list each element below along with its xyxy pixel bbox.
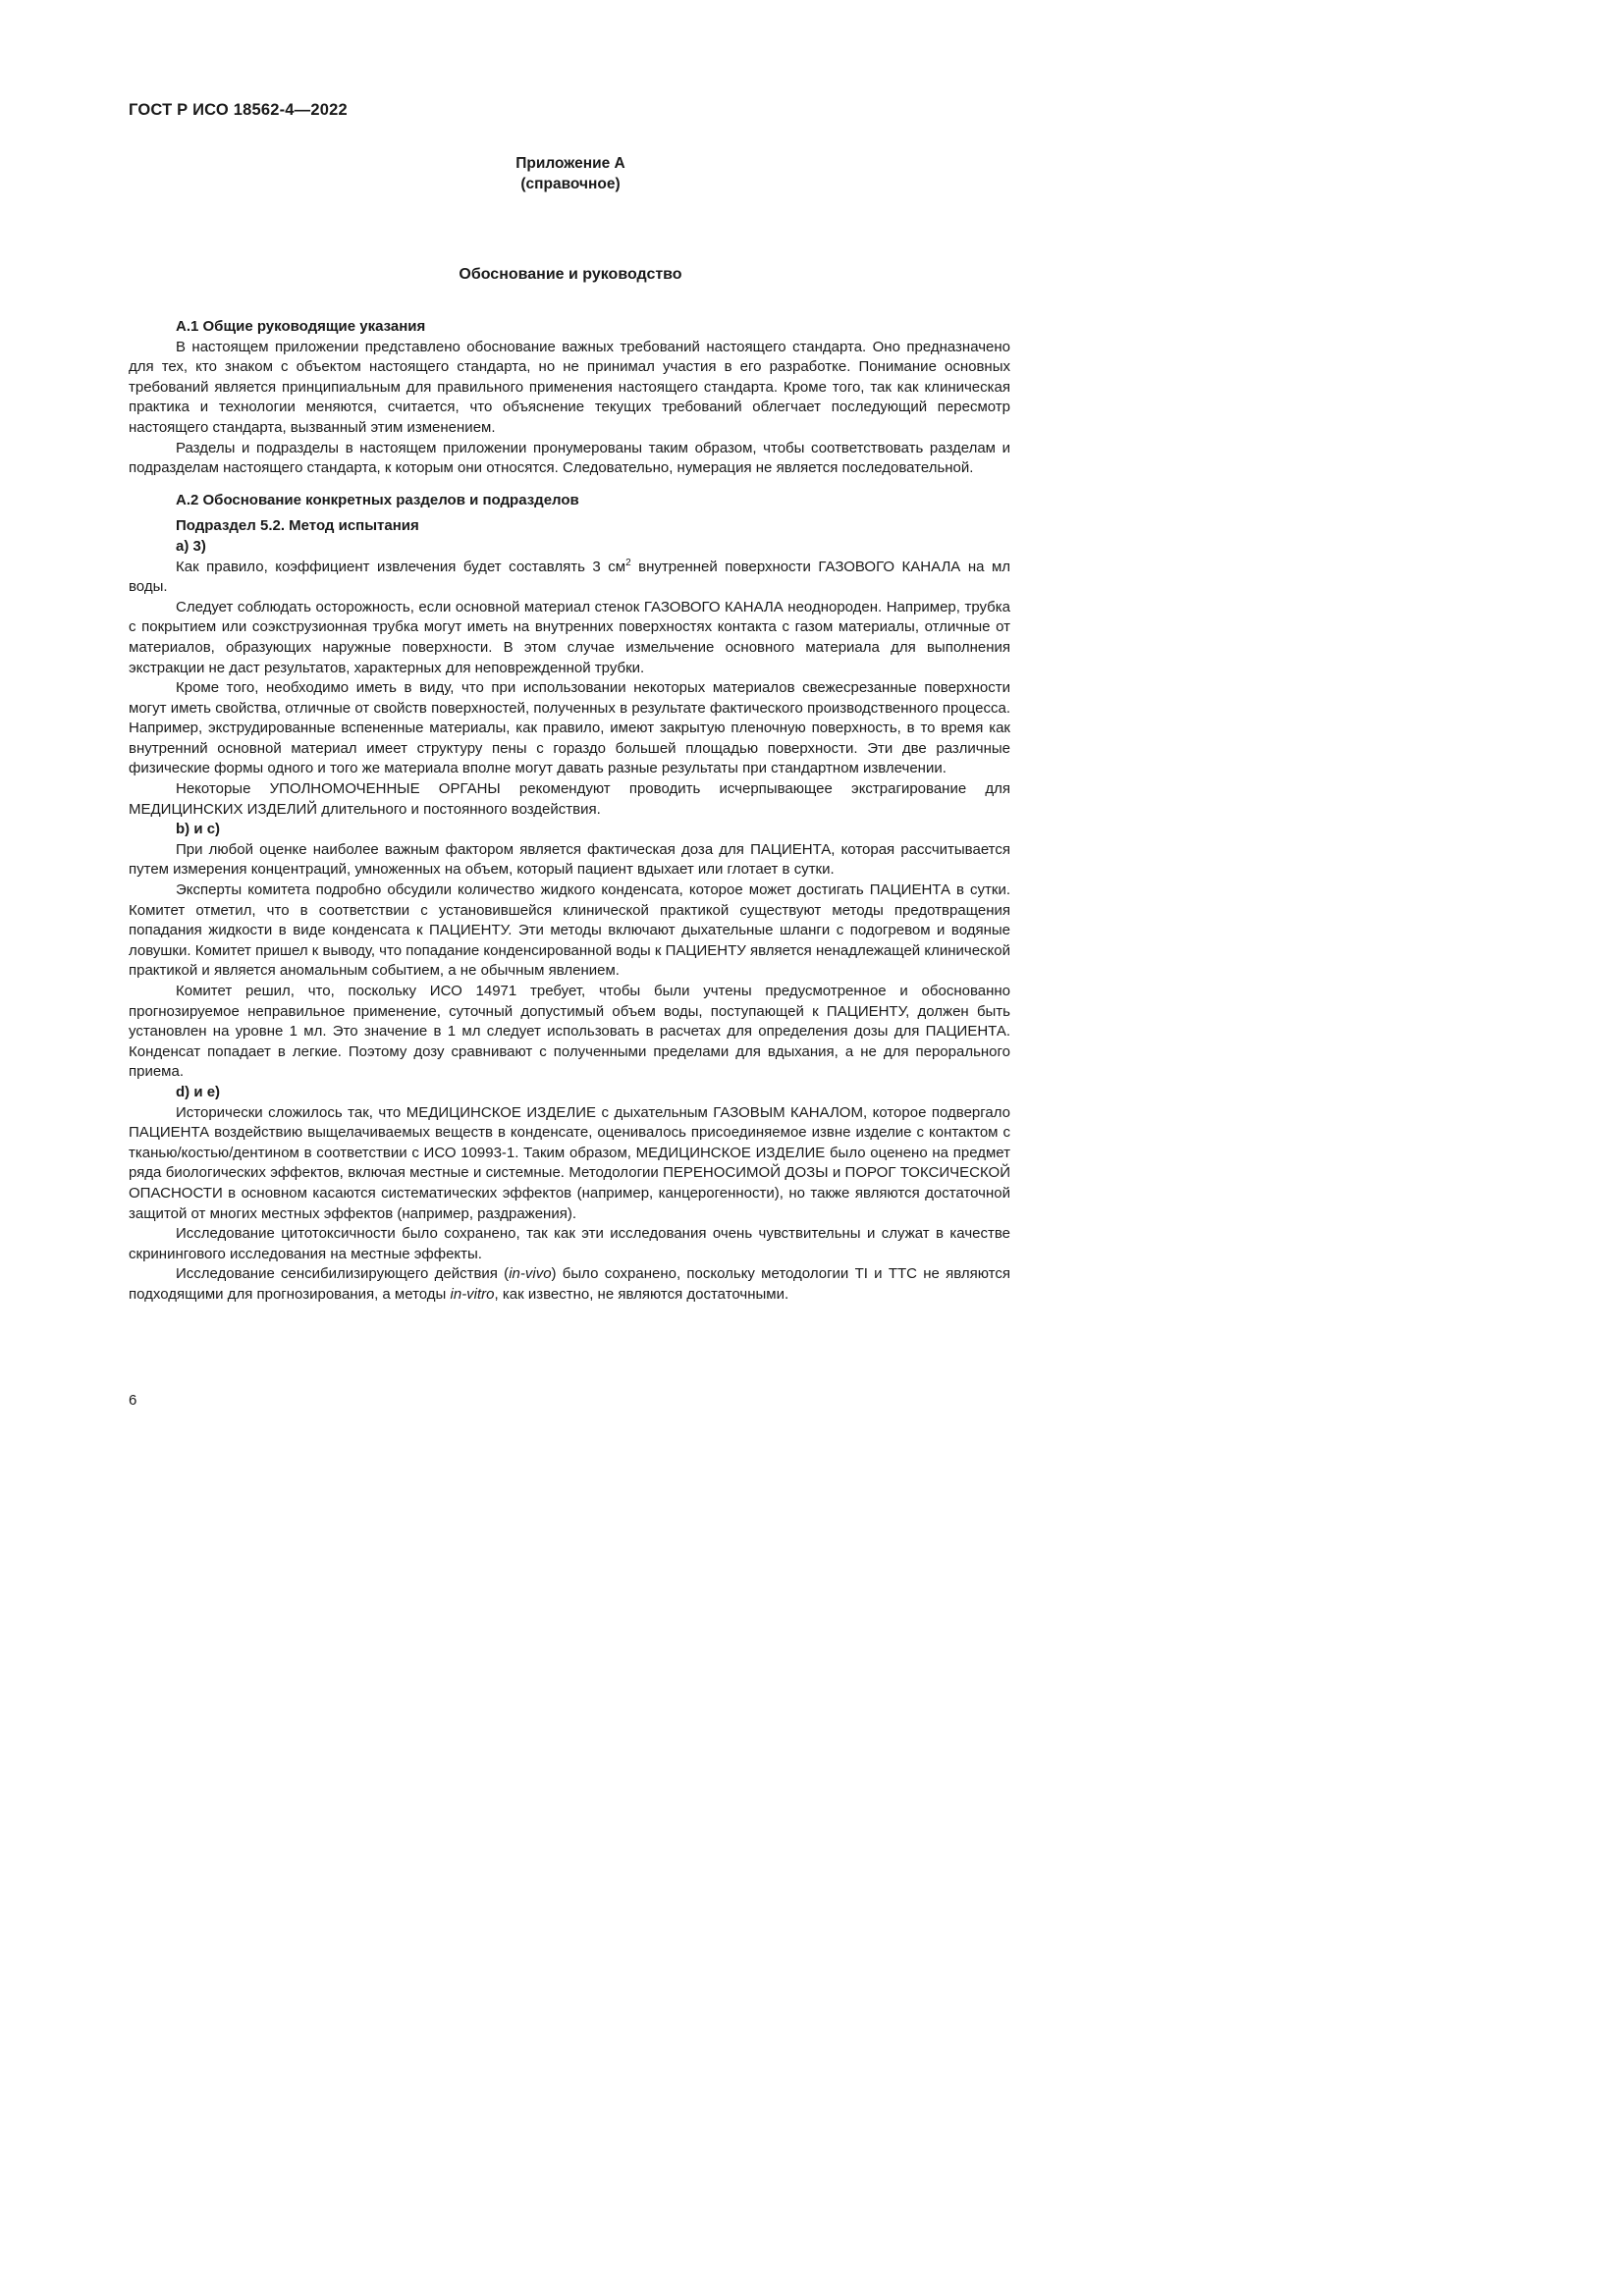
paragraph: При любой оценке наиболее важным фактором является фактическая доза для ПАЦИЕНТА, которая рассчитывается путем измерения концентраций, умноженных на объем, который пациент вдыхает или глотает в сутки. (129, 840, 1010, 879)
item-label-a3: а) 3) (176, 537, 206, 555)
document-page (0, 0, 1083, 1532)
italic-term: in-vivo (509, 1265, 552, 1283)
paragraph: Исследование цитотоксичности было сохранено, так как эти исследования очень чувствительны и служат в качестве скринингового исследования на местные эффекты. (129, 1225, 1010, 1262)
annex-heading (0, 153, 1141, 194)
subsection-heading: Подраздел 5.2. Метод испытания (176, 517, 419, 535)
item-label-bc: b) и c) (176, 821, 221, 838)
standard-code: ГОСТ Р ИСО 18562-4—2022 (129, 101, 348, 119)
annex-subtitle: (справочное) (520, 176, 621, 192)
page-number: 6 (129, 1392, 137, 1409)
paragraph: Некоторые УПОЛНОМОЧЕННЫЕ ОРГАНЫ рекомендуют проводить исчерпывающее экстрагирование для МЕДИЦИНСКИХ ИЗДЕЛИЙ длительного и постоянного воздействия. (129, 780, 1010, 818)
paragraph: Разделы и подразделы в настоящем приложении пронумерованы таким образом, чтобы соответствовать разделам и подразделам настоящего стандарта, к которым они относятся. Следовательно, нумерация не является последовательной. (129, 439, 1010, 477)
document-body (129, 317, 1010, 1306)
superscript: 2 (625, 557, 631, 568)
paragraph (129, 558, 1010, 598)
paragraph: Комитет решил, что, поскольку ИСО 14971 требует, чтобы были учтены предусмотренное и обоснованно прогнозируемое неправильное применение, суточный допустимый объем воды, поступающей к ПАЦИЕНТУ, должен быть установлен на уровне 1 мл. Это значение в 1 мл следует использовать в расчетах для определения дозы для ПАЦИЕНТА. Конденсат попадает в легкие. Поэтому дозу сравнивают с полученными пределами для вдыхания, а не для перорального приема. (129, 983, 1010, 1081)
paragraph: Исторически сложилось так, что МЕДИЦИНСКОЕ ИЗДЕЛИЕ с дыхательным ГАЗОВЫМ КАНАЛОМ, которое подвергало ПАЦИЕНТА воздействию выщелачиваемых веществ в конденсате, оценивалось присоединяемое извне изделие с контактом с тканью/костью/дентином в соответствии с ИСО 10993-1. Таким образом, МЕДИЦИНСКОЕ ИЗДЕЛИЕ было оценено на предмет ряда биологических эффектов, включая местные и системные. Методологии ПЕРЕНОСИМОЙ ДОЗЫ и ПОРОГ ТОКСИЧЕСКОЙ ОПАСНОСТИ в основном касаются систематических эффектов (например, канцерогенности), но также являются достаточной защитой от многих местных эффектов (например, раздражения). (129, 1103, 1010, 1222)
paragraph: Эксперты комитета подробно обсудили количество жидкого конденсата, которое может достигать ПАЦИЕНТА в сутки. Комитет отметил, что в соответствии с установившейся клинической практикой существуют методы предотвращения попадания жидкости в виде конденсата к ПАЦИЕНТУ. Эти методы включают дыхательные шланги с подогревом и водяные ловушки. Комитет пришел к выводу, что попадание конденсированной воды к ПАЦИЕНТУ является ненадлежащей клинической практикой и является аномальным событием, а не обычным явлением. (129, 881, 1010, 980)
paragraph-text: Исследование сенсибилизирующего действия ( (176, 1265, 510, 1283)
document-title: Обоснование и руководство (459, 266, 682, 283)
section-a2-heading: А.2 Обоснование конкретных разделов и подразделов (176, 491, 579, 508)
paragraph-text: ) было сохранено, поскольку методологии TI и TTC не являются подходящими для прогнозирования, а методы (129, 1265, 1010, 1303)
paragraph-text: внутренней поверхности ГАЗОВОГО КАНАЛА на мл воды. (129, 558, 1011, 596)
annex-title: Приложение А (515, 155, 625, 172)
paragraph-text: Как правило, коэффициент извлечения будет составлять 3 см (176, 558, 626, 575)
paragraph: В настоящем приложении представлено обоснование важных требований настоящего стандарта. Оно предназначено для тех, кто знаком с объектом настоящего стандарта, но не принимал участия в его разработке. Понимание основных требований является принципиальным для правильного применения настоящего стандарта. Кроме того, так как клиническая практика и технологии меняются, считается, что объяснение текущих требований облегчает последующий пересмотр настоящего стандарта, вызванный этим изменением. (129, 338, 1010, 436)
paragraph: Кроме того, необходимо иметь в виду, что при использовании некоторых материалов свежесрезанные поверхности могут иметь свойства, отличные от свойств поверхностей, полученных в результате фактического производственного процесса. Например, экструдированные вспененные материалы, как правило, имеют закрытую пленочную поверхность, в то время как внутренний основной материал имеет структуру пены с гораздо большей площадью поверхности. Эти две различные физические формы одного и того же материала вполне могут давать разные результаты при стандартном извлечении. (129, 679, 1010, 777)
italic-term: in-vitro (450, 1285, 495, 1303)
item-label-de: d) и e) (176, 1083, 221, 1100)
paragraph (129, 1264, 1010, 1305)
paragraph-text: , как известно, не являются достаточными. (494, 1285, 789, 1303)
section-a1-heading: А.1 Общие руководящие указания (176, 318, 426, 335)
paragraph: Следует соблюдать осторожность, если основной материал стенок ГАЗОВОГО КАНАЛА неоднороден. Например, трубка с покрытием или соэкструзионная трубка могут иметь на внутренних поверхностях контакта с газом материалы, отличные от материалов, образующих наружные поверхности. В этом случае измельчение основного материала для выполнения экстракции не даст результатов, характерных для неповрежденной трубки. (129, 598, 1010, 676)
